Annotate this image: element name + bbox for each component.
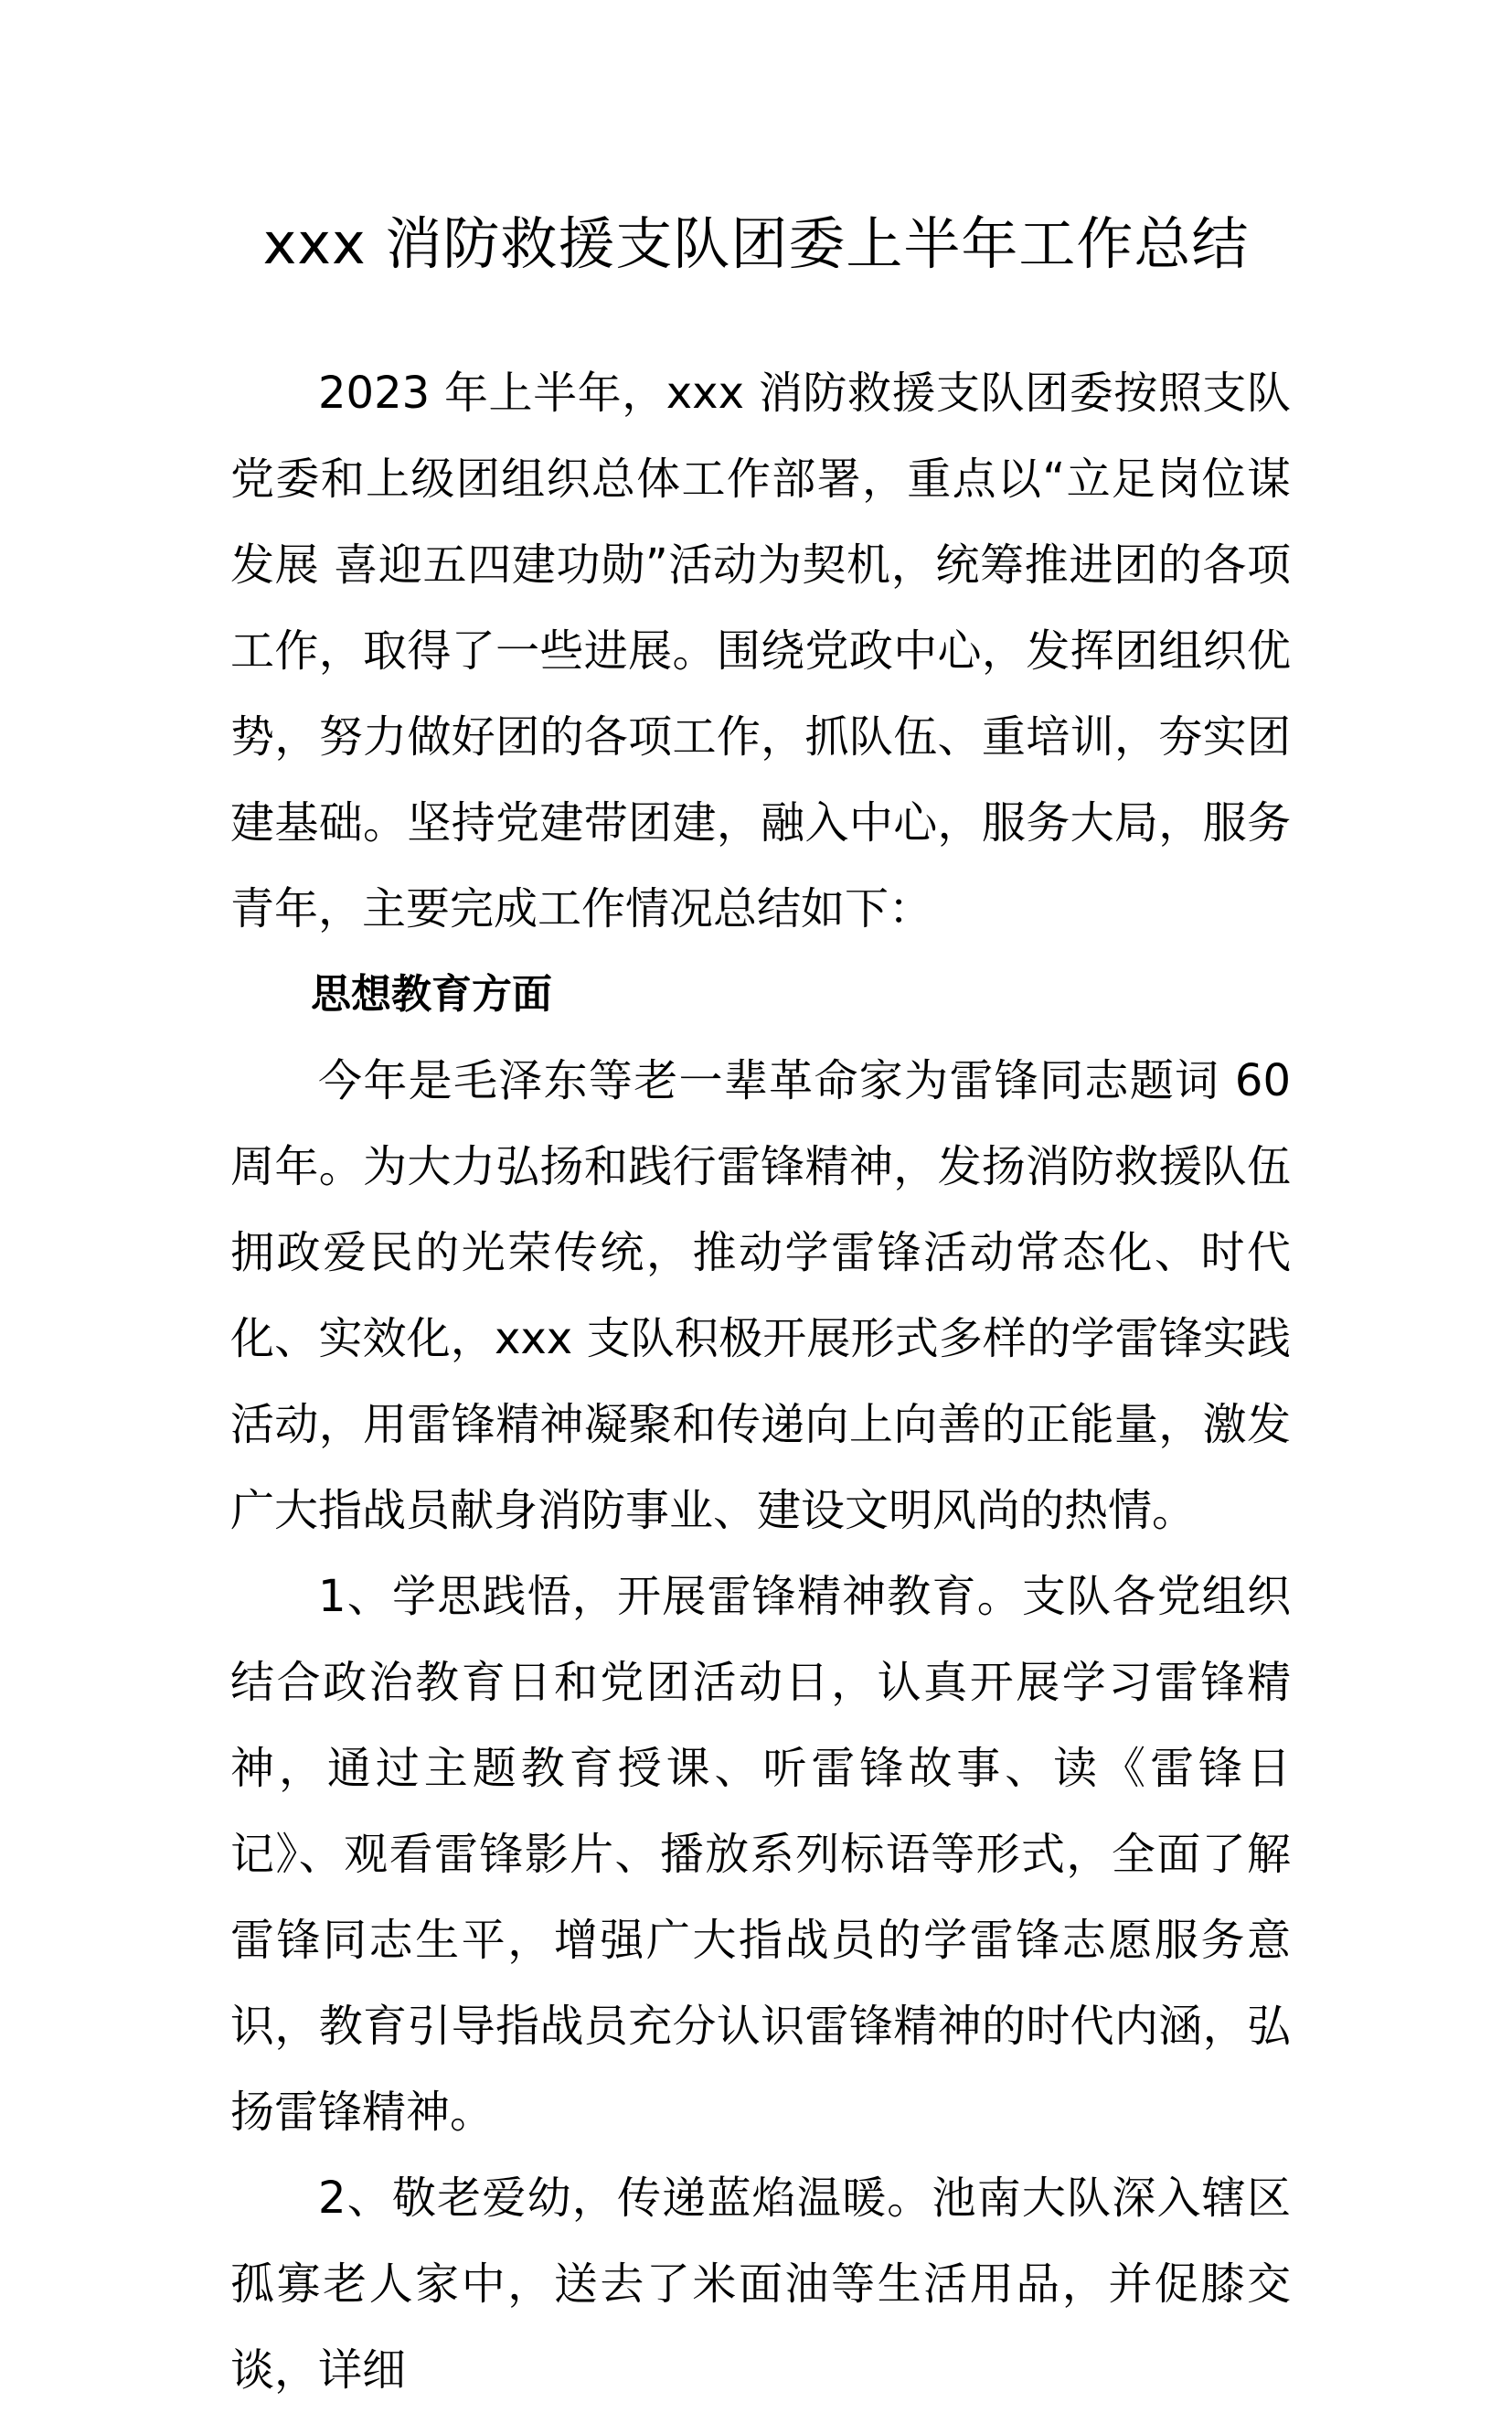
body-paragraph: 今年是毛泽东等老一辈革命家为雷锋同志题词 60 周年。为大力弘扬和践行雷锋精神，发扬消防救援队伍拥政爱民的光荣传统，推动学雷锋活动常态化、时代化、实效化，xxx 支队积极开展形式多样的学雷锋实践活动，用雷锋精神凝聚和传递向上向善的正能量，激发广大指战员献身消防事业、建设文明风尚的热情。 [230,1055,1291,1536]
section-heading: 思想教育方面 [311,971,552,1018]
intro-paragraph: 2023 年上半年，xxx 消防救援支队团委按照支队党委和上级团组织总体工作部署，重点以“立足岗位谋发展 喜迎五四建功勋”活动为契机，统筹推进团的各项工作，取得了一些进展。围绕党政中心，发挥团组织优势，努力做好团的各项工作，抓队伍、重培训，夯实团建基础。坚持党建带团建，融入中心，服务大局，服务青年，主要完成工作情况总结如下： [230,368,1291,934]
document-title: xxx 消防救援支队团委上半年工作总结 [262,210,1250,277]
document-body [230,350,1291,2413]
numbered-paragraph-2: 2、敬老爱幼，传递蓝焰温暖。池南大队深入辖区孤寡老人家中，送去了米面油等生活用品，并促膝交谈，详细 [230,2173,1291,2396]
numbered-paragraph-1: 1、学思践悟，开展雷锋精神教育。支队各党组织结合政治教育日和党团活动日，认真开展学习雷锋精神，通过主题教育授课、听雷锋故事、读《雷锋日记》、观看雷锋影片、播放系列标语等形式，全面了解雷锋同志生平，增强广大指战员的学雷锋志愿服务意识，教育引导指战员充分认识雷锋精神的时代内涵，弘扬雷锋精神。 [230,1571,1291,2138]
